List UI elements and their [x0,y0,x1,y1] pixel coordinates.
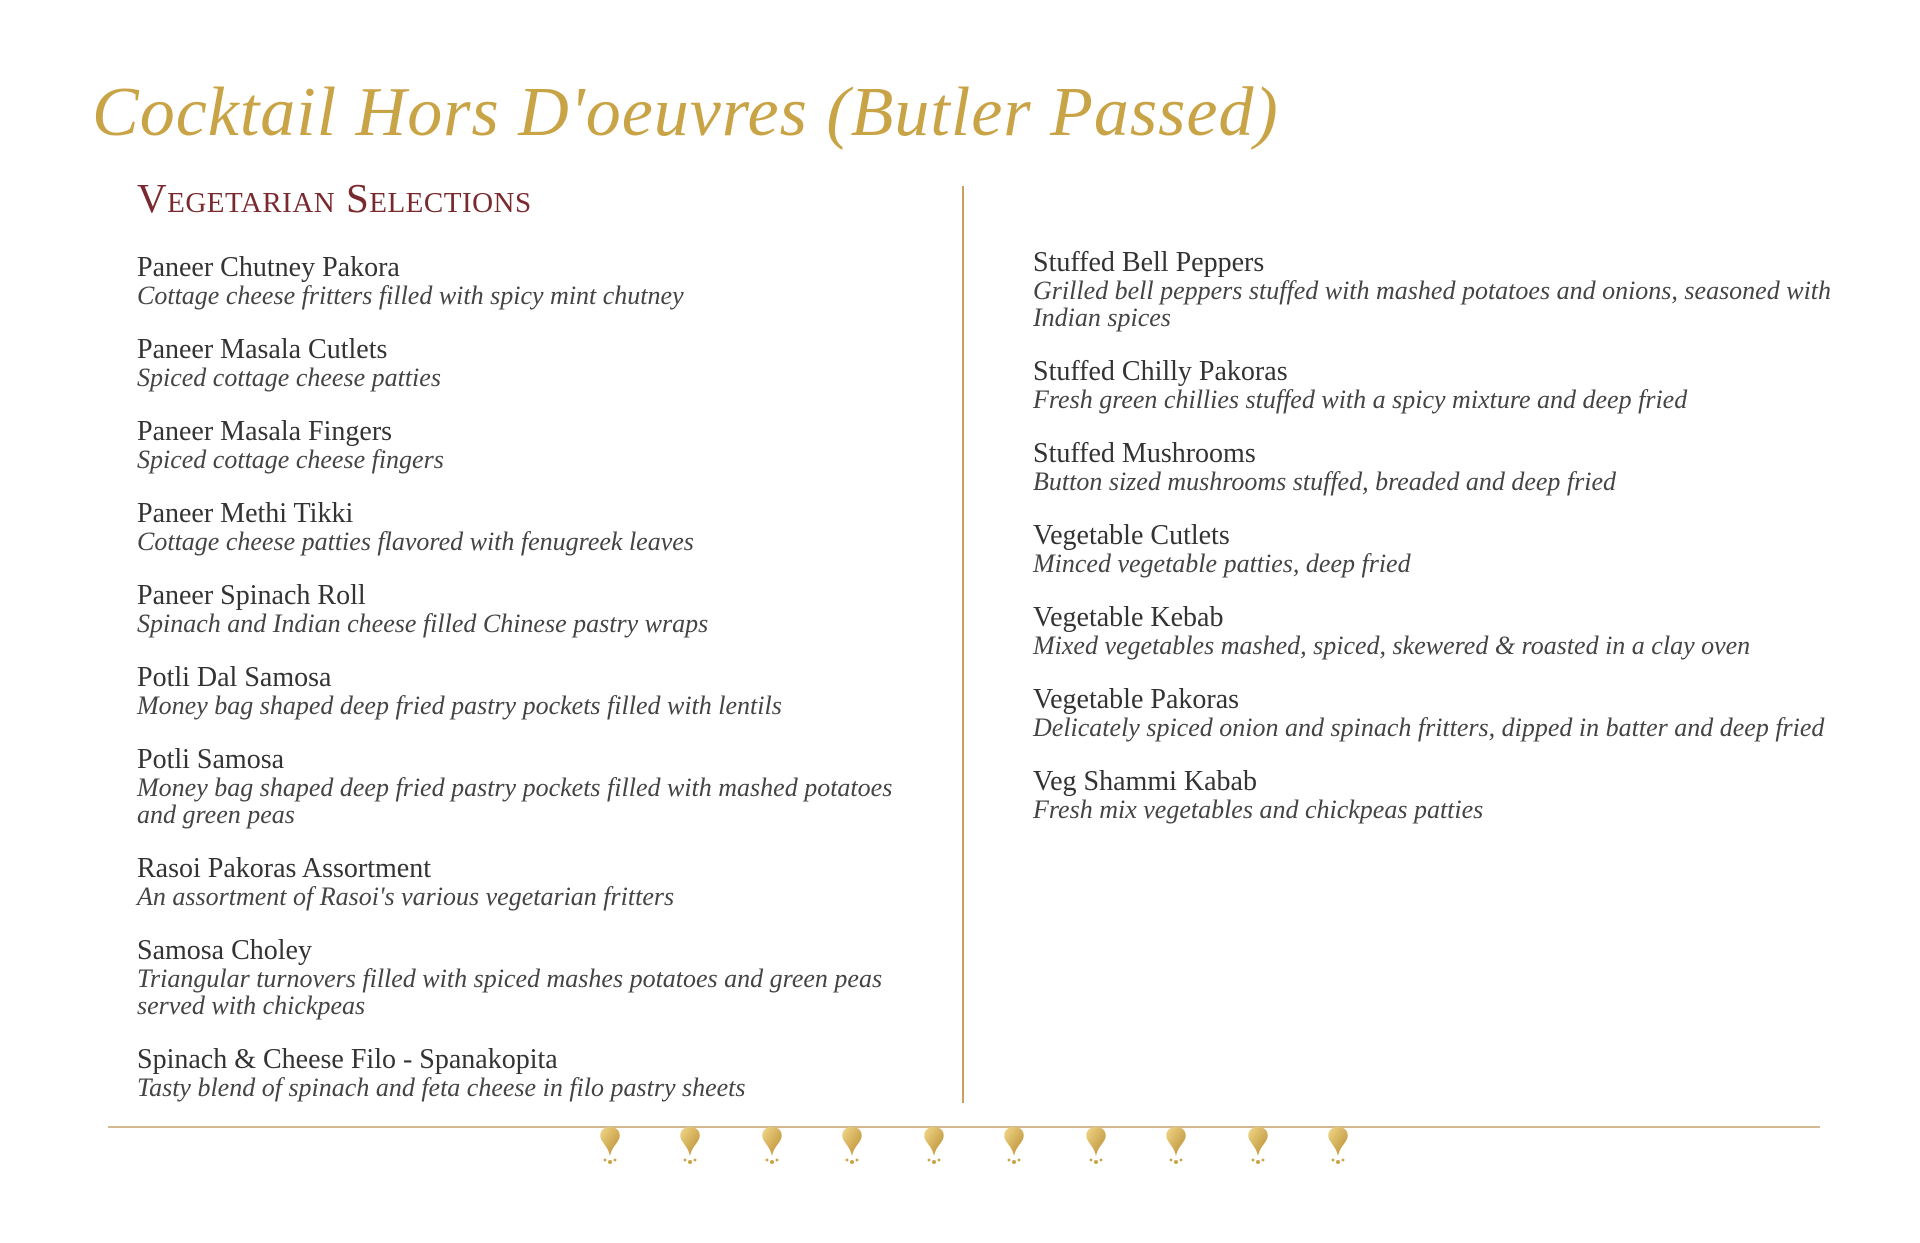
menu-item-name: Samosa Choley [137,935,312,966]
menu-item-description: Spiced cottage cheese patties [137,363,441,392]
menu-item-description: Money bag shaped deep fried pastry pockets filled with mashed potatoes and green peas [137,773,893,829]
gold-drop-ornament-icon [758,1124,786,1170]
menu-item [1033,249,1833,331]
menu-item [1033,440,1833,495]
menu-item-description: Mixed vegetables mashed, spiced, skewered & roasted in a clay oven [1033,631,1751,660]
menu-item-name: Paneer Spinach Roll [137,580,366,611]
menu-item [137,746,937,828]
menu-item-name: Paneer Methi Tikki [137,498,354,529]
menu-item [137,500,937,555]
menu-item-name: Vegetable Cutlets [1033,520,1230,551]
menu-item-description: Money bag shaped deep fried pastry pockets filled with lentils [137,691,782,720]
menu-item-description: Spinach and Indian cheese filled Chinese pastry wraps [137,609,709,638]
menu-item-description: Cottage cheese fritters filled with spicy mint chutney [137,281,684,310]
menu-item-description: Triangular turnovers filled with spiced mashes potatoes and green peas served with chickpeas [137,964,883,1020]
menu-item [137,418,937,473]
menu-item-description: An assortment of Rasoi's various vegetarian fritters [137,882,675,911]
menu-item-name: Vegetable Pakoras [1033,684,1240,715]
menu-item-description: Delicately spiced onion and spinach fritters, dipped in batter and deep fried [1033,713,1825,742]
section-heading: Vegetarian Selections [137,175,532,221]
left-menu-column [137,254,937,1128]
menu-item-description: Spiced cottage cheese fingers [137,445,444,474]
menu-item-description: Grilled bell peppers stuffed with mashed potatoes and onions, seasoned with Indian spices [1033,276,1832,332]
gold-drop-ornament-icon [1162,1124,1190,1170]
menu-item-name: Stuffed Mushrooms [1033,438,1256,469]
menu-item [1033,522,1833,577]
menu-item-description: Fresh green chillies stuffed with a spicy mixture and deep fried [1033,385,1688,414]
menu-item-name: Potli Dal Samosa [137,662,332,693]
menu-item [1033,358,1833,413]
menu-title: Cocktail Hors D'oeuvres (Butler Passed) [92,74,1279,151]
gold-drop-ornament-icon [596,1124,624,1170]
gold-drop-ornament-icon [1244,1124,1272,1170]
menu-item-name: Spinach & Cheese Filo - Spanakopita [137,1044,558,1075]
ornament-row [580,1124,1340,1174]
menu-item-description: Button sized mushrooms stuffed, breaded and deep fried [1033,467,1617,496]
menu-item-description: Cottage cheese patties flavored with fenugreek leaves [137,527,694,556]
menu-item-description: Fresh mix vegetables and chickpeas patties [1033,795,1484,824]
menu-item-name: Veg Shammi Kabab [1033,766,1257,797]
menu-item [137,937,937,1019]
menu-item-name: Paneer Masala Fingers [137,416,393,447]
menu-item [137,336,937,391]
menu-item-name: Potli Samosa [137,744,285,775]
menu-item-name: Vegetable Kebab [1033,602,1224,633]
menu-item-name: Paneer Chutney Pakora [137,252,400,283]
menu-item-name: Stuffed Bell Peppers [1033,247,1265,278]
menu-item-name: Stuffed Chilly Pakoras [1033,356,1288,387]
menu-item [137,855,937,910]
column-divider [962,186,964,1103]
menu-item-description: Minced vegetable patties, deep fried [1033,549,1411,578]
menu-item [137,664,937,719]
menu-item [1033,686,1833,741]
gold-drop-ornament-icon [1324,1124,1352,1170]
menu-item-name: Rasoi Pakoras Assortment [137,853,431,884]
menu-item [137,1046,937,1101]
menu-item-description: Tasty blend of spinach and feta cheese in filo pastry sheets [137,1073,746,1102]
menu-item [137,582,937,637]
gold-drop-ornament-icon [676,1124,704,1170]
gold-drop-ornament-icon [838,1124,866,1170]
menu-item [1033,604,1833,659]
menu-item [1033,768,1833,823]
gold-drop-ornament-icon [1082,1124,1110,1170]
right-menu-column [1033,249,1833,850]
gold-drop-ornament-icon [1000,1124,1028,1170]
menu-item-name: Paneer Masala Cutlets [137,334,388,365]
menu-item [137,254,937,309]
gold-drop-ornament-icon [920,1124,948,1170]
